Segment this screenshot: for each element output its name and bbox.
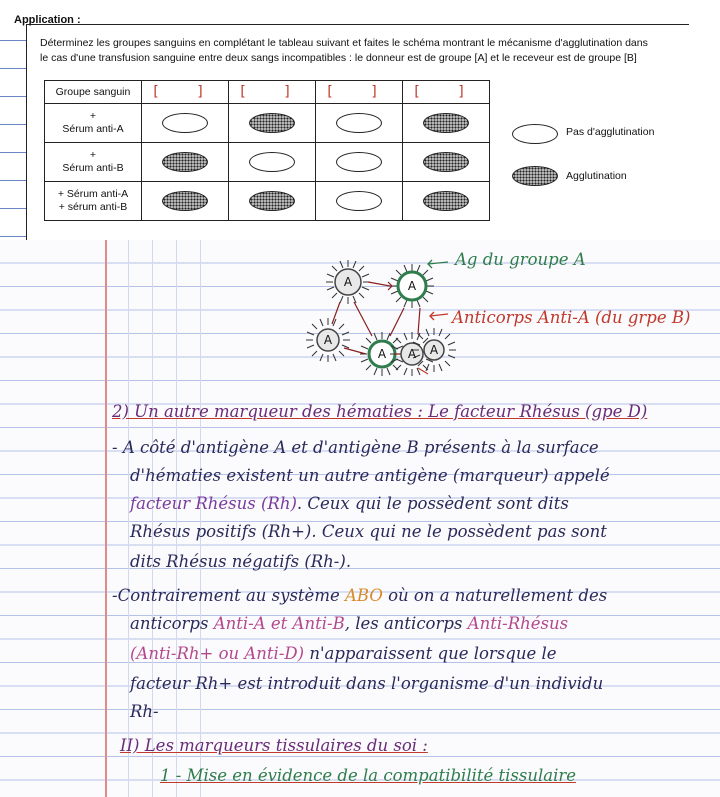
blood-drop-result bbox=[162, 113, 208, 133]
section-heading: 2) Un autre marqueur des hématies : Le facteur Rhésus (gpe D) bbox=[112, 402, 648, 421]
blood-drop-result bbox=[162, 191, 208, 211]
table-row bbox=[45, 182, 490, 221]
note-line: facteur Rh+ est introduit dans l'organisme d'un individu bbox=[130, 674, 604, 693]
note-line: (Anti-Rh+ ou Anti-D) n'apparaissent que lorsque le bbox=[130, 644, 557, 663]
table-row bbox=[45, 104, 490, 143]
antigen-label: Ag du groupe A bbox=[455, 250, 586, 269]
blood-drop-result bbox=[336, 113, 382, 133]
blood-drop-result bbox=[249, 113, 295, 133]
legend-no-agglutination: Pas d'agglutination bbox=[566, 126, 655, 138]
section-heading: II) Les marqueurs tissulaires du soi : bbox=[120, 736, 428, 755]
blood-drop-result bbox=[423, 191, 469, 211]
subsection-heading: 1 - Mise en évidence de la compatibilité tissulaire bbox=[160, 766, 577, 785]
blood-drop-result bbox=[423, 152, 469, 172]
note-line: facteur Rhésus (Rh). Ceux qui le possèdent sont dits bbox=[130, 494, 569, 513]
note-line: - A côté d'antigène A et d'antigène B présents à la surface bbox=[112, 438, 599, 457]
cell-letter: A bbox=[323, 333, 333, 347]
blood-drop-result bbox=[336, 152, 382, 172]
group-bracket-4: [ ] bbox=[403, 81, 490, 104]
note-line: dits Rhésus négatifs (Rh-). bbox=[130, 552, 352, 571]
note-line: Rh- bbox=[130, 702, 159, 721]
exercise-sheet bbox=[0, 0, 720, 240]
instruction-line-2: le cas d'une transfusion sanguine entre deux sangs incompatibles : le donneur est de groupe [A] et le receveur est de groupe [B] bbox=[40, 52, 637, 64]
antibody-label: Anticorps Anti-A (du grpe B) bbox=[452, 308, 691, 327]
cell-letter: A bbox=[377, 347, 387, 361]
row-label-line1: + bbox=[89, 110, 97, 122]
note-line: anticorps Anti-A et Anti-B, les anticorps Anti-Rhésus bbox=[130, 614, 569, 633]
group-bracket-3: [ ] bbox=[316, 81, 403, 104]
row-label-line2: + sérum anti-B bbox=[58, 201, 128, 213]
blood-drop-result bbox=[249, 152, 295, 172]
margin-line bbox=[105, 240, 107, 797]
note-line: d'hématies existent un autre antigène (marqueur) appelé bbox=[130, 466, 610, 485]
group-bracket-2: [ ] bbox=[229, 81, 316, 104]
cell-letter: A bbox=[407, 347, 417, 361]
row-label-line2: Sérum anti-B bbox=[62, 162, 124, 174]
row-label-line2: Sérum anti-A bbox=[62, 123, 124, 135]
note-line: Rhésus positifs (Rh+). Ceux qui ne le possèdent pas sont bbox=[130, 522, 607, 541]
legend-agglutination-icon bbox=[512, 166, 558, 186]
blood-drop-result bbox=[249, 191, 295, 211]
blood-drop-result bbox=[423, 113, 469, 133]
blood-group-table bbox=[44, 80, 490, 221]
group-bracket-1: [ ] bbox=[142, 81, 229, 104]
instruction-line-1: Déterminez les groupes sanguins en complétant le tableau suivant et faites le schéma montrant le mécanisme d'agglutination dans bbox=[40, 37, 648, 49]
legend-no-agglutination-icon bbox=[512, 124, 558, 144]
row-label-line1: + Sérum anti-A bbox=[57, 188, 129, 200]
cell-letter: A bbox=[343, 275, 353, 289]
table-row bbox=[45, 143, 490, 182]
blood-drop-result bbox=[162, 152, 208, 172]
application-title: Application : bbox=[14, 14, 81, 26]
note-line: -Contrairement au système ABO où on a naturellement des bbox=[112, 586, 608, 605]
row-label-line1: + bbox=[89, 149, 97, 161]
legend-agglutination: Agglutination bbox=[566, 170, 627, 182]
cell-letter: A bbox=[407, 279, 417, 293]
cell-letter: A bbox=[429, 343, 439, 357]
instructions bbox=[40, 36, 680, 66]
blood-drop-result bbox=[336, 191, 382, 211]
header-label: Groupe sanguin bbox=[45, 81, 142, 104]
